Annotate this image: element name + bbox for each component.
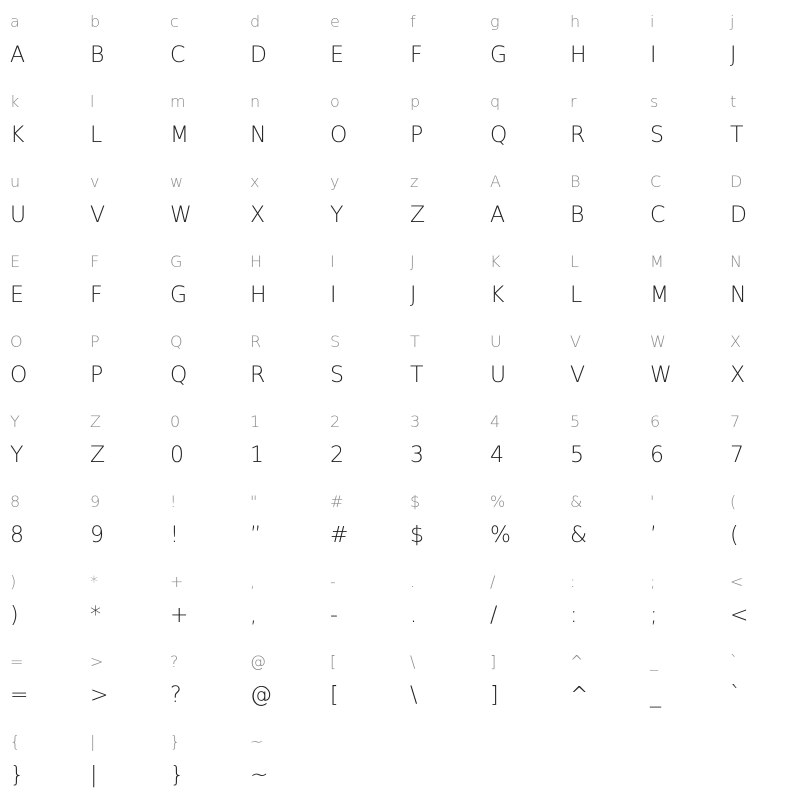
glyph-rendered: A xyxy=(10,43,26,68)
glyph-source-label: t xyxy=(730,92,737,111)
glyph-cell xyxy=(0,720,80,800)
glyph-rendered: : xyxy=(570,603,578,628)
glyph-source-label: 2 xyxy=(330,412,341,431)
glyph-rendered: < xyxy=(730,603,749,628)
glyph-source-label: ' xyxy=(650,492,655,511)
glyph-cell xyxy=(720,320,800,400)
glyph-source-label: m xyxy=(170,92,186,111)
glyph-source-label: A xyxy=(490,172,501,191)
glyph-rendered: N xyxy=(730,283,747,308)
glyph-source-label: f xyxy=(410,12,416,31)
glyph-rendered: G xyxy=(170,283,188,308)
glyph-rendered: R xyxy=(570,123,586,148)
glyph-source-label: I xyxy=(330,252,335,271)
glyph-rendered: S xyxy=(650,123,664,148)
glyph-cell xyxy=(560,400,640,480)
glyph-source-label: c xyxy=(170,12,179,31)
glyph-cell xyxy=(240,320,320,400)
glyph-cell xyxy=(160,80,240,160)
glyph-cell xyxy=(720,400,800,480)
glyph-cell xyxy=(160,0,240,80)
glyph-cell xyxy=(720,160,800,240)
glyph-source-label: v xyxy=(90,172,100,191)
glyph-rendered: ` xyxy=(730,683,741,708)
glyph-rendered: F xyxy=(90,283,103,308)
glyph-cell xyxy=(320,160,400,240)
glyph-rendered: I xyxy=(650,43,657,68)
glyph-cell xyxy=(480,320,560,400)
glyph-source-label: F xyxy=(90,252,100,271)
glyph-source-label: q xyxy=(490,92,501,111)
glyph-source-label: l xyxy=(90,92,95,111)
glyph-rendered: J xyxy=(730,43,737,68)
glyph-rendered: M xyxy=(170,123,189,148)
glyph-cell xyxy=(320,560,400,640)
glyph-cell xyxy=(160,320,240,400)
glyph-source-label: r xyxy=(570,92,577,111)
glyph-source-label: L xyxy=(570,252,579,271)
glyph-rendered: ~ xyxy=(250,763,269,788)
glyph-rendered: + xyxy=(170,603,189,628)
glyph-cell xyxy=(480,400,560,480)
glyph-cell xyxy=(640,80,720,160)
glyph-source-label: 6 xyxy=(650,412,661,431)
glyph-rendered: O xyxy=(10,363,28,388)
glyph-source-label: p xyxy=(410,92,421,111)
glyph-rendered: ) xyxy=(10,603,19,628)
glyph-source-label: T xyxy=(410,332,420,351)
glyph-cell xyxy=(720,640,800,720)
glyph-cell xyxy=(80,80,160,160)
glyph-rendered: R xyxy=(250,363,266,388)
glyph-source-label: G xyxy=(170,252,183,271)
glyph-source-label: 9 xyxy=(90,492,101,511)
glyph-rendered: G xyxy=(490,43,508,68)
glyph-rendered: 7 xyxy=(730,443,744,468)
glyph-cell xyxy=(0,320,80,400)
glyph-rendered: = xyxy=(10,683,29,708)
glyph-source-label: e xyxy=(330,12,340,31)
glyph-source-label: n xyxy=(250,92,261,111)
glyph-rendered: ^ xyxy=(570,683,589,708)
glyph-cell xyxy=(720,0,800,80)
glyph-cell xyxy=(80,320,160,400)
glyph-source-label: o xyxy=(330,92,340,111)
glyph-rendered: U xyxy=(490,363,507,388)
glyph-source-label: R xyxy=(250,332,262,351)
glyph-cell xyxy=(400,400,480,480)
glyph-cell xyxy=(80,720,160,800)
glyph-source-label: [ xyxy=(330,652,337,671)
glyph-rendered: D xyxy=(730,203,747,228)
glyph-rendered: ? xyxy=(170,683,182,708)
glyph-cell xyxy=(560,80,640,160)
glyph-cell xyxy=(640,640,720,720)
glyph-source-label: a xyxy=(10,12,20,31)
glyph-rendered: 0 xyxy=(170,443,184,468)
glyph-cell xyxy=(720,480,800,560)
glyph-source-label: ( xyxy=(730,492,737,511)
glyph-rendered: M xyxy=(650,283,669,308)
glyph-rendered: ] xyxy=(490,683,499,708)
glyph-rendered: N xyxy=(250,123,267,148)
glyph-rendered: ! xyxy=(170,523,179,548)
glyph-cell xyxy=(160,720,240,800)
glyph-rendered: C xyxy=(650,203,666,228)
glyph-cell xyxy=(560,640,640,720)
glyph-source-label: \ xyxy=(410,652,416,671)
glyph-cell xyxy=(480,80,560,160)
glyph-rendered: I xyxy=(330,283,337,308)
glyph-cell xyxy=(160,400,240,480)
glyph-cell xyxy=(400,560,480,640)
glyph-cell xyxy=(240,0,320,80)
glyph-source-label: | xyxy=(90,732,96,751)
glyph-source-label: i xyxy=(650,12,655,31)
glyph-cell xyxy=(0,400,80,480)
glyph-source-label: K xyxy=(490,252,501,271)
glyph-rendered: | xyxy=(90,763,98,788)
glyph-cell xyxy=(0,480,80,560)
glyph-cell xyxy=(320,80,400,160)
glyph-rendered: W xyxy=(650,363,672,388)
glyph-rendered: V xyxy=(570,363,586,388)
glyph-source-label: _ xyxy=(650,652,658,671)
glyph-cell xyxy=(0,160,80,240)
glyph-rendered: P xyxy=(410,123,424,148)
glyph-cell xyxy=(480,240,560,320)
glyph-source-label: 1 xyxy=(250,412,261,431)
glyph-cell xyxy=(560,560,640,640)
glyph-rendered: E xyxy=(330,43,344,68)
glyph-rendered: E xyxy=(10,283,24,308)
glyph-cell xyxy=(640,560,720,640)
glyph-cell xyxy=(560,0,640,80)
glyph-cell xyxy=(640,240,720,320)
glyph-cell xyxy=(640,480,720,560)
glyph-source-label: # xyxy=(330,492,344,511)
glyph-cell xyxy=(80,160,160,240)
glyph-rendered: B xyxy=(90,43,105,68)
glyph-rendered: # xyxy=(330,523,349,548)
glyph-cell xyxy=(560,320,640,400)
glyph-rendered: A xyxy=(490,203,506,228)
glyph-cell xyxy=(80,480,160,560)
glyph-rendered: * xyxy=(90,603,101,628)
glyph-source-label: = xyxy=(10,652,24,671)
glyph-source-label: } xyxy=(170,732,181,751)
glyph-rendered: ( xyxy=(730,523,739,548)
glyph-source-label: * xyxy=(90,572,98,591)
glyph-rendered: Y xyxy=(330,203,344,228)
glyph-cell xyxy=(640,320,720,400)
glyph-cell xyxy=(400,0,480,80)
glyph-source-label: $ xyxy=(410,492,421,511)
glyph-source-label: Y xyxy=(10,412,20,431)
glyph-rendered: \ xyxy=(410,683,418,708)
glyph-cell xyxy=(320,240,400,320)
glyph-rendered: K xyxy=(490,283,505,308)
glyph-rendered: H xyxy=(570,43,587,68)
glyph-source-label: s xyxy=(650,92,659,111)
glyph-source-label: . xyxy=(410,572,416,591)
glyph-cell xyxy=(720,240,800,320)
glyph-rendered: } xyxy=(10,763,24,788)
glyph-cell xyxy=(160,240,240,320)
glyph-rendered: ; xyxy=(650,603,658,628)
glyph-cell xyxy=(560,240,640,320)
glyph-rendered: , xyxy=(250,603,257,628)
glyph-source-label: E xyxy=(10,252,21,271)
glyph-cell xyxy=(320,0,400,80)
glyph-rendered: 5 xyxy=(570,443,584,468)
glyph-cell xyxy=(80,400,160,480)
glyph-cell xyxy=(480,560,560,640)
glyph-source-label: U xyxy=(490,332,502,351)
glyph-source-label: D xyxy=(730,172,743,191)
glyph-cell xyxy=(400,640,480,720)
glyph-cell xyxy=(400,240,480,320)
glyph-rendered: $ xyxy=(410,523,424,548)
glyph-cell xyxy=(240,160,320,240)
glyph-source-label: Q xyxy=(170,332,183,351)
glyph-rendered: F xyxy=(410,43,423,68)
glyph-cell xyxy=(160,160,240,240)
glyph-source-label: - xyxy=(330,572,336,591)
glyph-rendered: Z xyxy=(410,203,426,228)
glyph-source-label: ~ xyxy=(250,732,264,751)
glyph-source-label: b xyxy=(90,12,101,31)
glyph-source-label: / xyxy=(490,572,496,591)
glyph-cell xyxy=(240,720,320,800)
glyph-rendered: H xyxy=(250,283,267,308)
glyph-rendered: 3 xyxy=(410,443,424,468)
glyph-rendered: 6 xyxy=(650,443,664,468)
glyph-source-label: , xyxy=(250,572,256,591)
glyph-source-label: H xyxy=(250,252,263,271)
glyph-cell xyxy=(400,320,480,400)
glyph-source-label: S xyxy=(330,332,341,351)
glyph-rendered: Q xyxy=(490,123,508,148)
glyph-source-label: 4 xyxy=(490,412,501,431)
glyph-source-label: u xyxy=(10,172,21,191)
glyph-cell xyxy=(0,560,80,640)
glyph-source-label: " xyxy=(250,492,258,511)
glyph-cell xyxy=(720,80,800,160)
glyph-source-label: ! xyxy=(170,492,177,511)
glyph-cell xyxy=(480,160,560,240)
glyph-cell xyxy=(640,400,720,480)
glyph-rendered: X xyxy=(250,203,266,228)
glyph-rendered: S xyxy=(330,363,344,388)
glyph-source-label: M xyxy=(650,252,664,271)
glyph-source-label: y xyxy=(330,172,340,191)
glyph-cell xyxy=(720,560,800,640)
glyph-source-label: V xyxy=(570,332,581,351)
glyph-source-label: z xyxy=(410,172,419,191)
glyph-source-label: 0 xyxy=(170,412,181,431)
glyph-cell xyxy=(560,480,640,560)
glyph-source-label: X xyxy=(730,332,741,351)
glyph-source-label: ] xyxy=(490,652,497,671)
glyph-cell xyxy=(0,0,80,80)
glyph-rendered: 4 xyxy=(490,443,504,468)
glyph-source-label: O xyxy=(10,332,23,351)
glyph-cell xyxy=(320,320,400,400)
glyph-rendered: B xyxy=(570,203,585,228)
glyph-rendered: D xyxy=(250,43,267,68)
glyph-cell xyxy=(240,400,320,480)
glyph-cell xyxy=(320,640,400,720)
glyph-source-label: ` xyxy=(730,652,738,671)
glyph-rendered: @ xyxy=(250,683,272,708)
glyph-cell xyxy=(320,480,400,560)
glyph-cell xyxy=(0,80,80,160)
glyph-rendered: J xyxy=(410,283,417,308)
glyph-cell xyxy=(80,560,160,640)
glyph-source-label: ) xyxy=(10,572,17,591)
glyph-source-label: d xyxy=(250,12,261,31)
glyph-cell xyxy=(160,560,240,640)
glyph-source-label: Z xyxy=(90,412,101,431)
glyph-source-label: ; xyxy=(650,572,656,591)
glyph-rendered: 9 xyxy=(90,523,104,548)
glyph-rendered: % xyxy=(490,523,511,548)
glyph-cell xyxy=(400,480,480,560)
glyph-source-label: % xyxy=(490,492,506,511)
glyph-rendered: Y xyxy=(10,443,24,468)
glyph-rendered: ” xyxy=(250,523,262,548)
glyph-cell xyxy=(560,160,640,240)
glyph-source-label: & xyxy=(570,492,583,511)
glyph-rendered: V xyxy=(90,203,106,228)
glyph-rendered: K xyxy=(10,123,25,148)
glyph-rendered: O xyxy=(330,123,348,148)
glyph-rendered: & xyxy=(570,523,588,548)
glyph-rendered: / xyxy=(490,603,498,628)
glyph-cell xyxy=(80,0,160,80)
glyph-cell xyxy=(320,400,400,480)
glyph-rendered: P xyxy=(90,363,104,388)
glyph-cell xyxy=(0,640,80,720)
glyph-rendered: X xyxy=(730,363,746,388)
glyph-cell xyxy=(480,640,560,720)
glyph-source-label: W xyxy=(650,332,666,351)
glyph-source-label: P xyxy=(90,332,100,351)
glyph-rendered: 1 xyxy=(250,443,264,468)
glyph-source-label: j xyxy=(730,12,735,31)
glyph-source-label: { xyxy=(10,732,21,751)
glyph-source-label: ? xyxy=(170,652,179,671)
glyph-rendered: - xyxy=(330,603,338,628)
glyph-cell xyxy=(240,80,320,160)
glyph-cell xyxy=(240,640,320,720)
glyph-rendered: W xyxy=(170,203,192,228)
glyph-source-label: J xyxy=(410,252,415,271)
glyph-source-label: @ xyxy=(250,652,266,671)
glyph-rendered: [ xyxy=(330,683,339,708)
glyph-source-label: B xyxy=(570,172,581,191)
glyph-cell xyxy=(640,160,720,240)
glyph-rendered: > xyxy=(90,683,109,708)
glyph-rendered: T xyxy=(730,123,744,148)
glyph-cell xyxy=(80,240,160,320)
glyph-source-label: ^ xyxy=(570,652,584,671)
glyph-source-label: h xyxy=(570,12,581,31)
glyph-source-label: + xyxy=(170,572,184,591)
glyph-rendered: L xyxy=(570,283,583,308)
glyph-source-label: g xyxy=(490,12,500,31)
glyph-source-label: > xyxy=(90,652,104,671)
glyph-cell xyxy=(400,80,480,160)
glyph-source-label: 8 xyxy=(10,492,21,511)
glyph-rendered: T xyxy=(410,363,424,388)
glyph-rendered: ’ xyxy=(650,523,657,548)
glyph-rendered: L xyxy=(90,123,103,148)
glyph-cell xyxy=(0,240,80,320)
glyph-rendered: . xyxy=(410,603,417,628)
glyph-source-label: k xyxy=(10,92,20,111)
glyph-rendered: 2 xyxy=(330,443,344,468)
glyph-cell xyxy=(240,480,320,560)
glyph-cell xyxy=(480,480,560,560)
glyph-source-label: N xyxy=(730,252,742,271)
glyph-cell xyxy=(80,640,160,720)
glyph-rendered: 8 xyxy=(10,523,24,548)
glyph-rendered: Z xyxy=(90,443,106,468)
glyph-source-label: x xyxy=(250,172,260,191)
glyph-cell xyxy=(240,560,320,640)
glyph-cell xyxy=(160,640,240,720)
glyph-rendered: Q xyxy=(170,363,188,388)
glyph-rendered: U xyxy=(10,203,27,228)
glyph-source-label: 3 xyxy=(410,412,421,431)
glyph-source-label: w xyxy=(170,172,184,191)
glyph-source-label: : xyxy=(570,572,576,591)
glyph-rendered: C xyxy=(170,43,186,68)
glyph-source-label: < xyxy=(730,572,744,591)
glyph-cell xyxy=(400,160,480,240)
glyph-source-label: 7 xyxy=(730,412,741,431)
glyph-source-label: 5 xyxy=(570,412,581,431)
glyph-cell xyxy=(160,480,240,560)
glyph-cell xyxy=(480,0,560,80)
glyph-source-label: C xyxy=(650,172,662,191)
glyph-cell xyxy=(240,240,320,320)
glyph-cell xyxy=(640,0,720,80)
glyph-rendered: _ xyxy=(650,683,661,708)
glyph-rendered: } xyxy=(170,763,184,788)
